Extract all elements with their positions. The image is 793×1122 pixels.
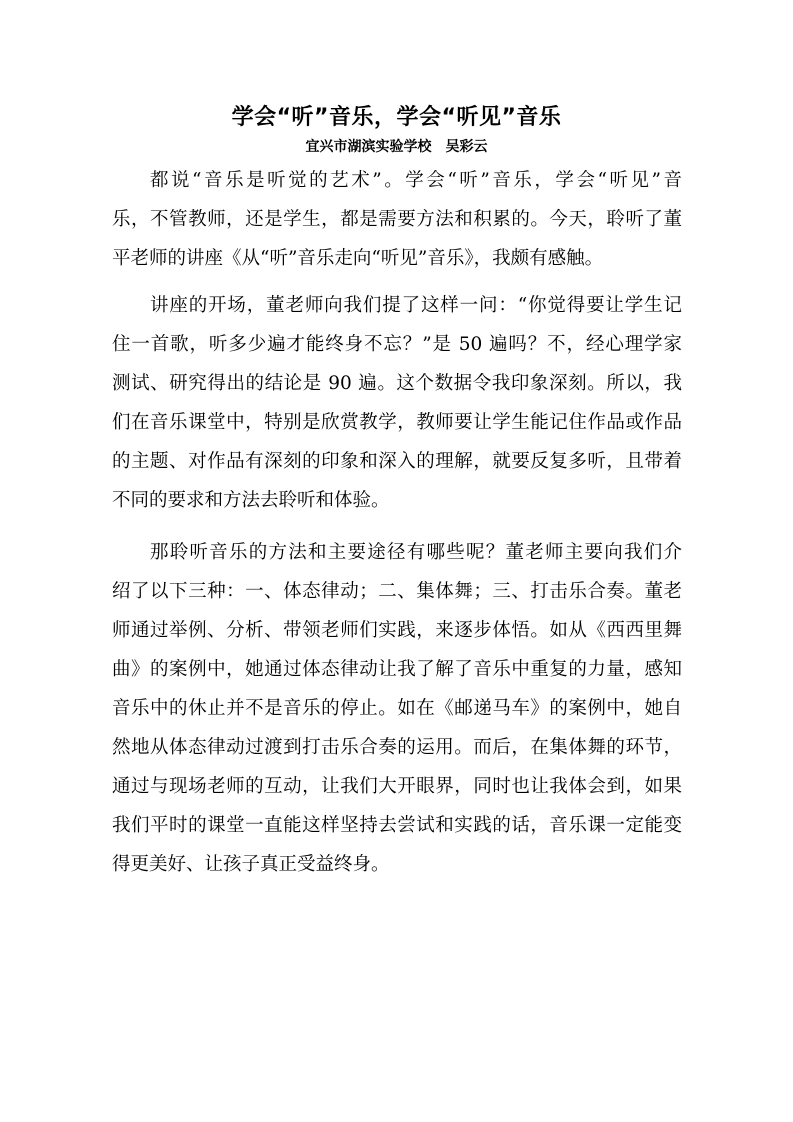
paragraph-line: 们在音乐课堂中，特别是欣赏教学，教师要让学生能记住作品或作品 [112,412,682,433]
paragraph-line: 我们平时的课堂一直能这样坚持去尝试和实践的话，音乐课一定能变 [112,815,682,836]
paragraph-line: 师通过举例、分析、带领老师们实践，来逐步体悟。如从《西西里舞 [112,620,682,641]
paragraph-line: 讲座的开场，董老师向我们提了这样一问：“你觉得要让学生记 [150,295,682,316]
paragraph-line: 住一首歌，听多少遍才能终身不忘？”是 50 遍吗？不，经心理学家 [112,334,682,355]
paragraph-line: 平老师的讲座《从“听”音乐走向“听见”音乐》，我颇有感触。 [112,248,604,269]
document-title: 学会“听”音乐，学会“听见”音乐 [231,105,562,130]
paragraph-line: 绍了以下三种：一、体态律动；二、集体舞；三、打击乐合奏。董老 [112,581,682,602]
paragraph-line: 那聆听音乐的方法和主要途径有哪些呢？董老师主要向我们介 [150,542,682,563]
paragraph-line: 得更美好、让孩子真正受益终身。 [112,854,390,875]
paragraph-line: 都说“音乐是听觉的艺术”。学会“听”音乐，学会“听见”音 [150,170,682,191]
paragraph-line: 测试、研究得出的结论是 90 遍。这个数据令我印象深刻。所以，我 [112,373,682,394]
paragraph-line: 曲》的案例中，她通过体态律动让我了解了音乐中重复的力量，感知 [112,659,682,680]
paragraph-line: 通过与现场老师的互动，让我们大开眼界，同时也让我体会到，如果 [112,776,682,797]
paragraph-line: 的主题、对作品有深刻的印象和深入的理解，就要反复多听，且带着 [112,451,682,472]
paragraph-line: 乐，不管教师，还是学生，都是需要方法和积累的。今天，聆听了董 [112,209,682,230]
author-name: 吴彩云 [445,139,488,155]
paragraph-line: 不同的要求和方法去聆听和体验。 [112,490,390,511]
author-line [0,137,793,157]
author-school: 宜兴市湖滨实验学校 [305,139,432,155]
paragraph-line: 音乐中的休止并不是音乐的停止。如在《邮递马车》的案例中，她自 [112,698,682,719]
paragraph-line: 然地从体态律动过渡到打击乐合奏的运用。而后，在集体舞的环节， [112,737,682,758]
